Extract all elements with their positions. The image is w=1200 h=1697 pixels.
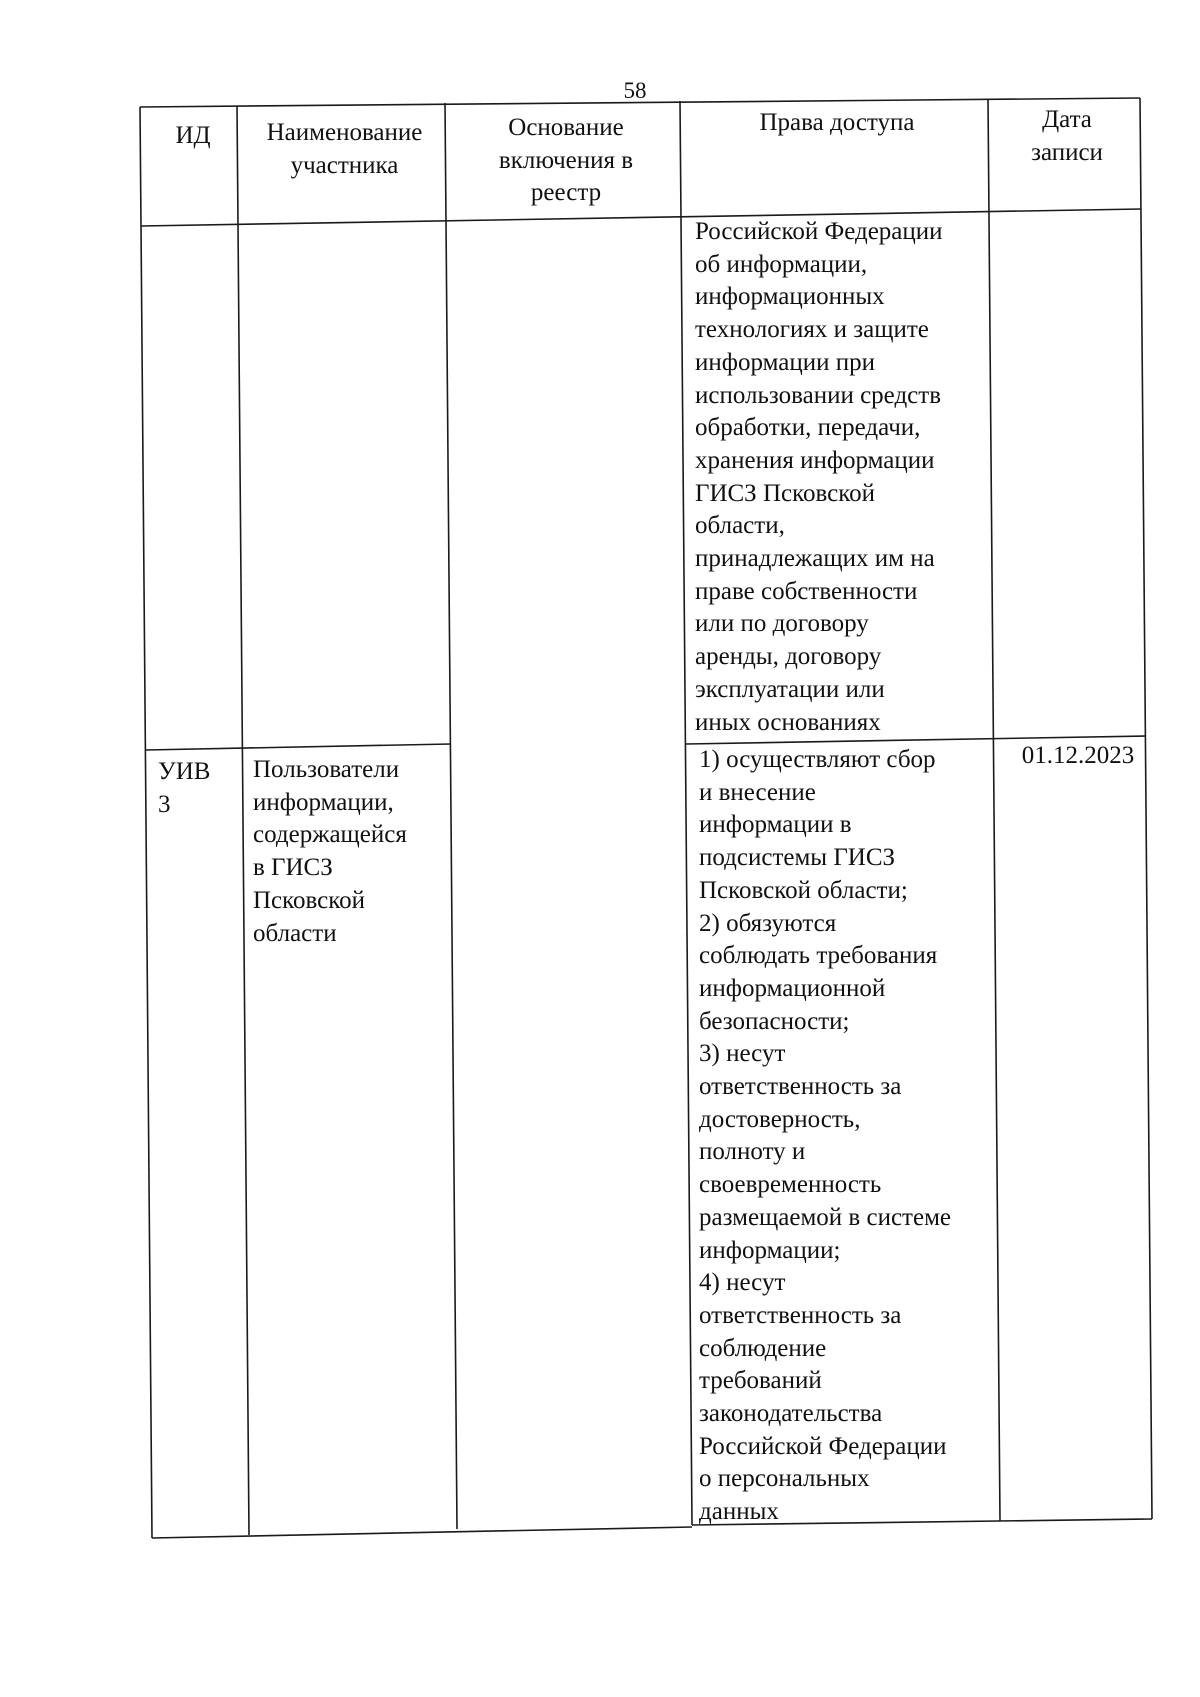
- row-uiv3-id: УИВ 3: [158, 758, 211, 818]
- header-access-rights: Права доступа: [759, 109, 915, 136]
- row-sep-left: [146, 744, 451, 750]
- row-uiv3-access-rights: 1) осуществляют сбор и внесение информации в подсистемы ГИСЗ Псковской области; 2) обязуются соблюдать требования информационной безопасности; 3) несут ответственность за достоверность, полноту и своевременность размещаемой в системе информации; 4) несут ответственность за соблюдение требований законодательства Российской Федерации о персональных данных: [699, 746, 951, 1526]
- table-top-border: [140, 98, 1140, 107]
- continued-access-rights: Российской Федерации об информации, информационных технологиях и защите информации при использовании средств обработки, передачи, хранения информации ГИСЗ Псковской области, принадлежащих им на праве собственности или по договору аренды, договору эксплуатации или иных основаниях: [695, 218, 943, 736]
- page-number: 58: [623, 78, 647, 103]
- row-uiv3-record-date: 01.12.2023: [1021, 742, 1135, 769]
- table-right-border: [1140, 98, 1152, 1519]
- table-bottom-left: [152, 1527, 692, 1538]
- header-participant-name: Наименование участника: [266, 119, 423, 179]
- header-id: ИД: [175, 122, 211, 149]
- row-uiv3-name: Пользователи информации, содержащейся в ГИСЗ Псковской области: [253, 756, 407, 947]
- table-left-border: [140, 107, 152, 1538]
- header-inclusion-basis: Основание включения в реестр: [498, 114, 634, 207]
- col-sep-3: [680, 101, 692, 1525]
- header-record-date: Дата записи: [1031, 106, 1103, 166]
